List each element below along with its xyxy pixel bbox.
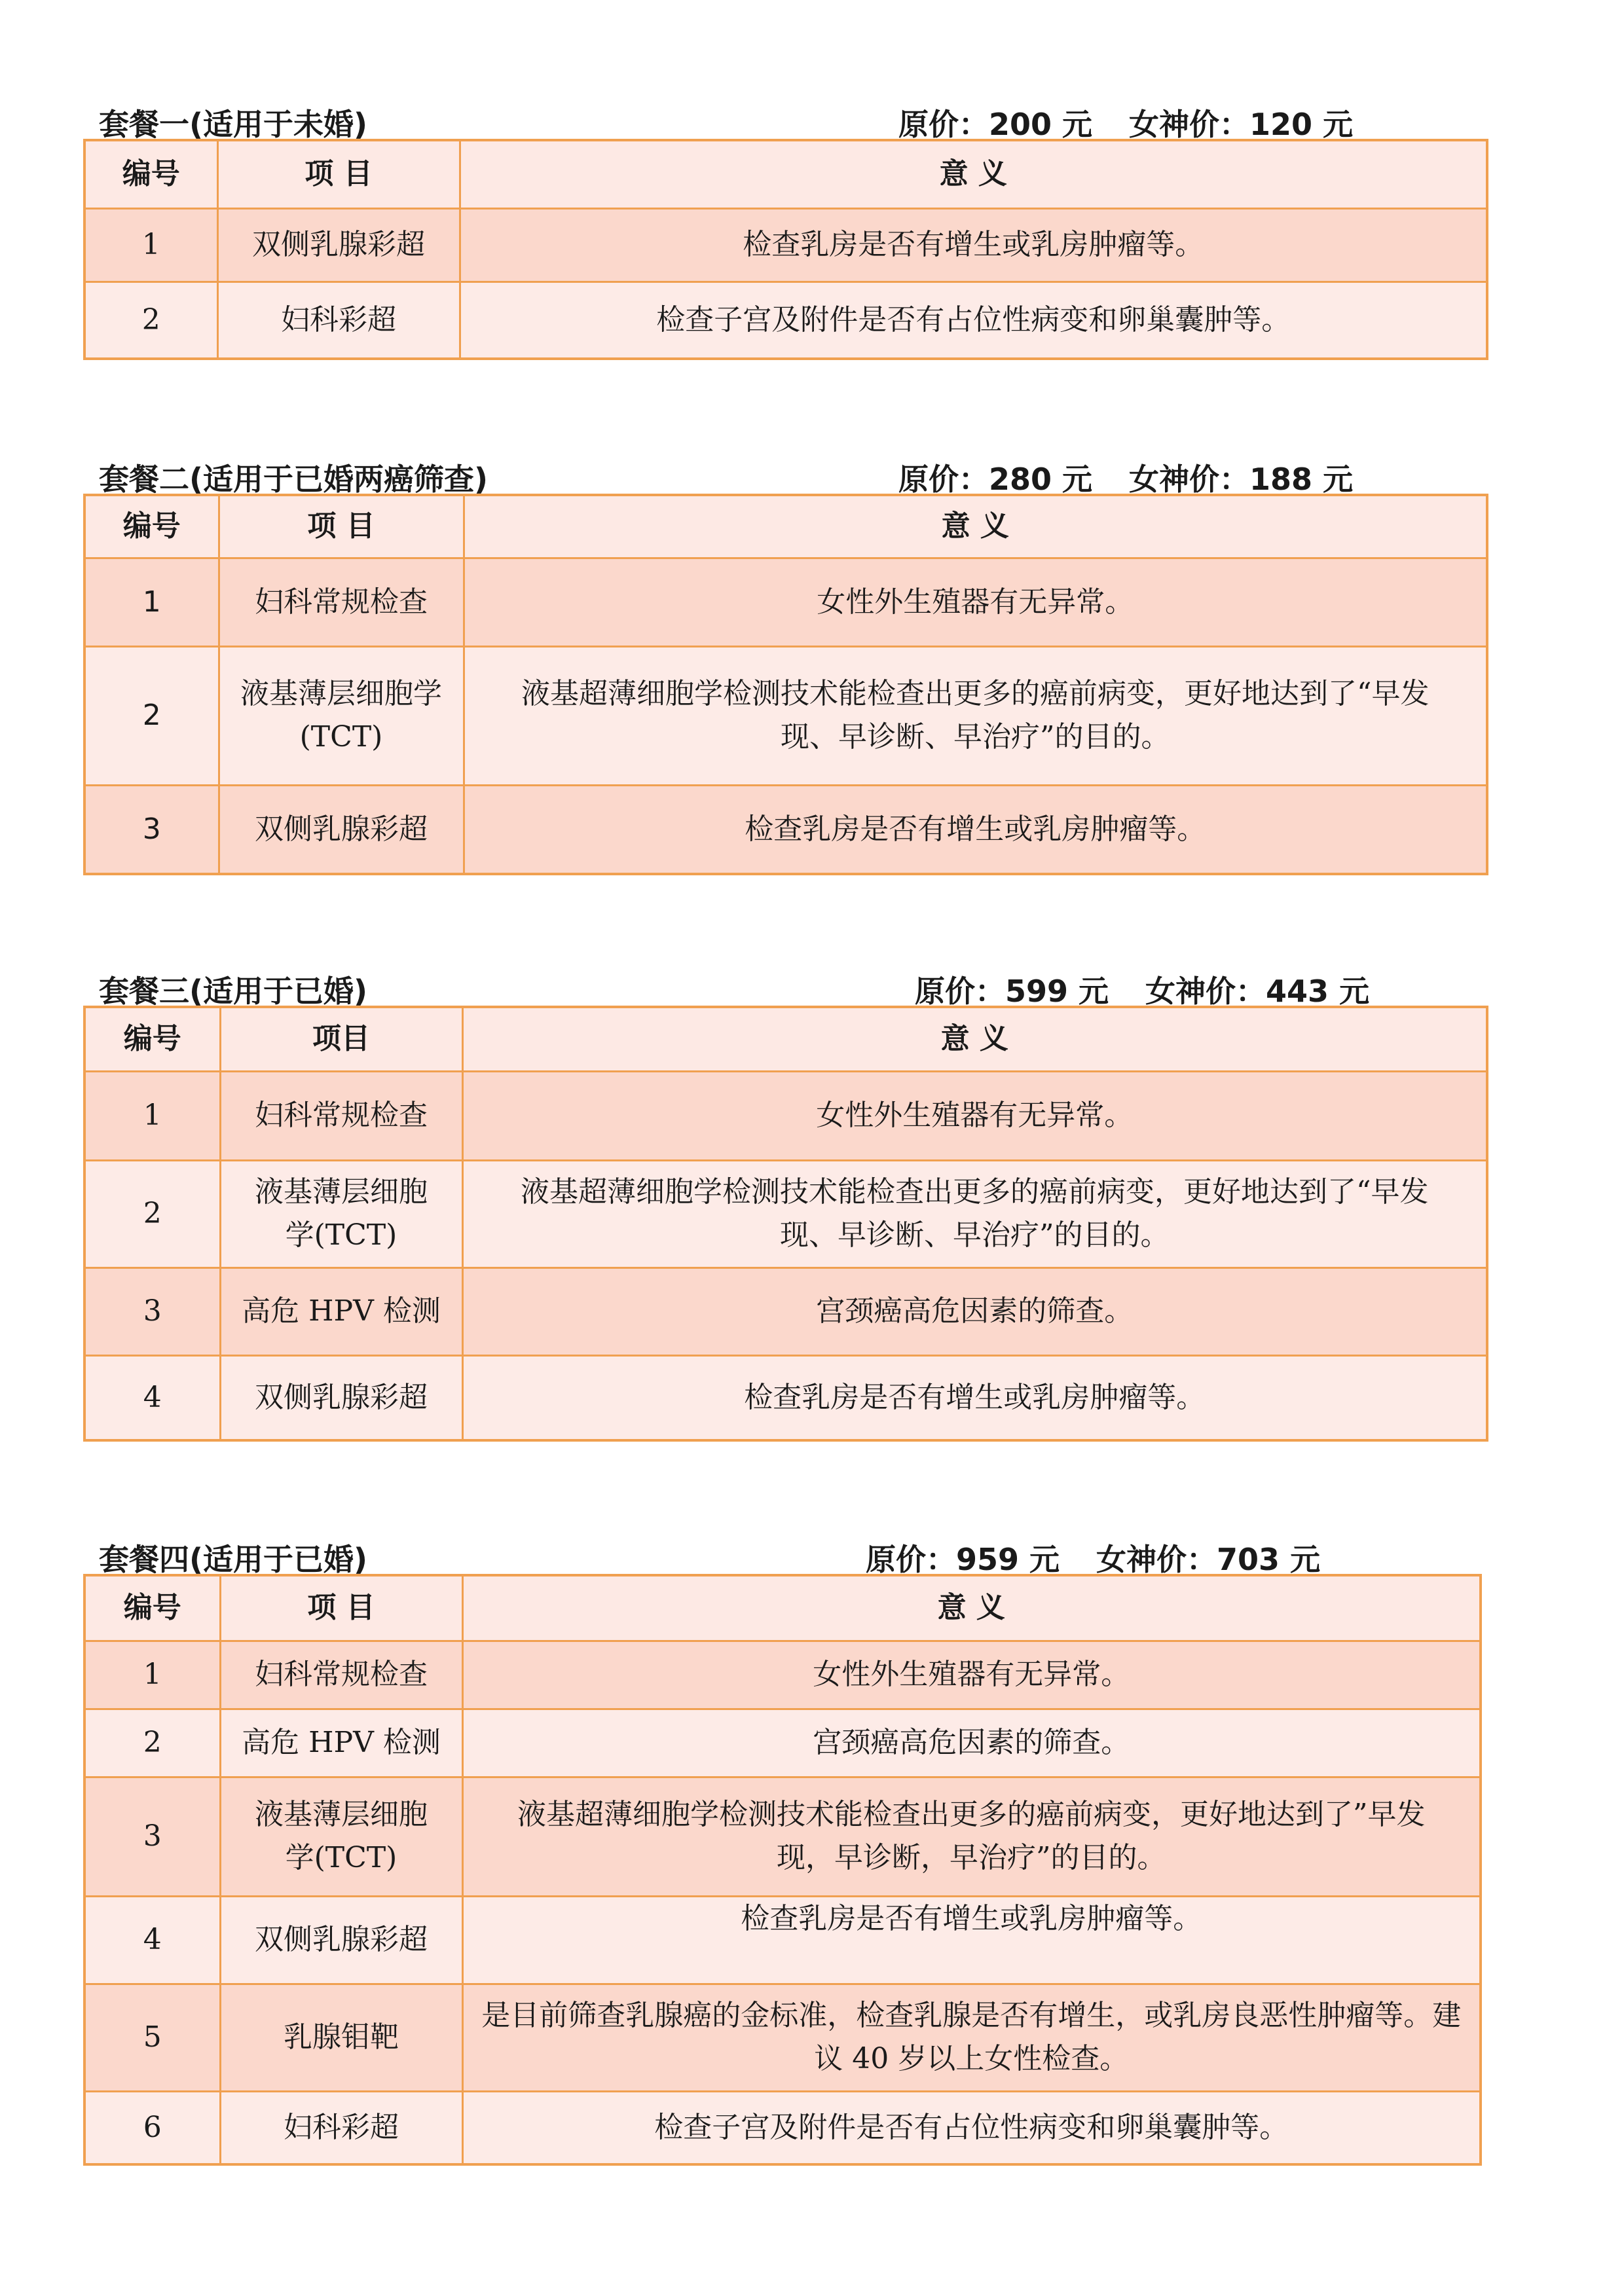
table-header-row [84, 1575, 1481, 1641]
table-row [84, 1709, 1481, 1777]
table-row [84, 785, 1487, 874]
row-no: 2 [84, 1160, 220, 1267]
header-desc: 意 义 [462, 1575, 1481, 1641]
header-no: 编号 [84, 495, 219, 558]
row-item: 液基薄层细胞学(TCT) [219, 646, 464, 785]
row-no: 5 [84, 1984, 220, 2091]
package-price [898, 456, 1353, 499]
header-item: 项目 [220, 1007, 462, 1071]
row-no: 3 [84, 1267, 220, 1355]
package-title: 套餐四(适用于已婚) [99, 1542, 368, 1577]
package-title: 套餐三(适用于已婚) [99, 974, 368, 1009]
package-header [83, 962, 1488, 1009]
table-header-row [84, 495, 1487, 558]
header-no: 编号 [84, 1575, 220, 1641]
header-item: 项 目 [219, 495, 464, 558]
row-item: 妇科常规检查 [219, 558, 464, 646]
row-item: 妇科彩超 [217, 282, 460, 359]
row-item: 双侧乳腺彩超 [217, 208, 460, 282]
row-item: 双侧乳腺彩超 [220, 1355, 462, 1440]
row-no: 4 [84, 1355, 220, 1440]
row-desc: 是目前筛查乳腺癌的金标准，检查乳腺是否有增生，或乳房良恶性肿瘤等。建议 40 岁以上女性检查。 [462, 1984, 1481, 2091]
row-no: 1 [84, 558, 219, 646]
package-title: 套餐二(适用于已婚两癌筛查) [99, 462, 489, 497]
package-header [83, 96, 1488, 142]
row-desc: 检查乳房是否有增生或乳房肿瘤等。 [460, 208, 1487, 282]
row-desc: 女性外生殖器有无异常。 [464, 558, 1487, 646]
table-row [84, 558, 1487, 646]
row-no: 2 [84, 646, 219, 785]
package-price [898, 101, 1353, 144]
original-price: 原价：959 元 [866, 1542, 1060, 1577]
header-item: 项 目 [220, 1575, 462, 1641]
header-no: 编号 [84, 140, 217, 208]
row-no: 2 [84, 1709, 220, 1777]
original-price: 原价：599 元 [915, 974, 1109, 1009]
row-item: 高危 HPV 检测 [220, 1267, 462, 1355]
row-item: 液基薄层细胞学(TCT) [220, 1777, 462, 1896]
table-row [84, 1641, 1481, 1709]
row-item: 双侧乳腺彩超 [220, 1896, 462, 1984]
row-item: 双侧乳腺彩超 [219, 785, 464, 874]
row-no: 1 [84, 1071, 220, 1160]
row-no: 6 [84, 2091, 220, 2164]
row-desc: 女性外生殖器有无异常。 [462, 1641, 1481, 1709]
table-row [84, 1896, 1481, 1984]
row-no: 3 [84, 785, 219, 874]
row-item: 高危 HPV 检测 [220, 1709, 462, 1777]
package-2 [83, 450, 1488, 875]
table-row [84, 1267, 1487, 1355]
package-3 [83, 962, 1488, 1442]
package-1 [83, 96, 1488, 360]
row-no: 4 [84, 1896, 220, 1984]
row-no: 1 [84, 208, 217, 282]
table-row [84, 2091, 1481, 2164]
row-item: 妇科常规检查 [220, 1641, 462, 1709]
package-table [83, 494, 1488, 875]
row-item: 乳腺钼靶 [220, 1984, 462, 2091]
package-table [83, 1574, 1482, 2166]
row-no: 2 [84, 282, 217, 359]
table-header-row [84, 1007, 1487, 1071]
table-row [84, 1355, 1487, 1440]
row-desc: 女性外生殖器有无异常。 [462, 1071, 1487, 1160]
row-no: 1 [84, 1641, 220, 1709]
table-row [84, 208, 1487, 282]
sale-price: 女神价：443 元 [1145, 974, 1370, 1009]
package-table [83, 139, 1488, 360]
package-table [83, 1006, 1488, 1442]
row-desc: 检查乳房是否有增生或乳房肿瘤等。 [464, 785, 1487, 874]
header-desc: 意 义 [460, 140, 1487, 208]
sale-price: 女神价：703 元 [1096, 1542, 1321, 1577]
package-4 [83, 1531, 1482, 2166]
original-price: 原价：280 元 [898, 462, 1093, 497]
table-row [84, 646, 1487, 785]
package-header [83, 1531, 1482, 1577]
original-price: 原价：200 元 [898, 107, 1093, 142]
table-row [84, 1777, 1481, 1896]
row-item: 妇科常规检查 [220, 1071, 462, 1160]
table-row [84, 1984, 1481, 2091]
sale-price: 女神价：188 元 [1129, 462, 1354, 497]
row-desc: 检查乳房是否有增生或乳房肿瘤等。 [462, 1355, 1487, 1440]
row-item: 妇科彩超 [220, 2091, 462, 2164]
table-row [84, 1160, 1487, 1267]
row-desc: 宫颈癌高危因素的筛查。 [462, 1709, 1481, 1777]
package-price [915, 968, 1369, 1011]
row-desc: 液基超薄细胞学检测技术能检查出更多的癌前病变，更好地达到了“早发现、早诊断、早治疗”的目的。 [464, 646, 1487, 785]
table-row [84, 282, 1487, 359]
package-header [83, 450, 1488, 497]
header-desc: 意 义 [464, 495, 1487, 558]
row-no: 3 [84, 1777, 220, 1896]
row-desc: 检查子宫及附件是否有占位性病变和卵巢囊肿等。 [462, 2091, 1481, 2164]
header-no: 编号 [84, 1007, 220, 1071]
package-title: 套餐一(适用于未婚) [99, 107, 368, 142]
row-desc: 液基超薄细胞学检测技术能检查出更多的癌前病变，更好地达到了”早发现，早诊断，早治疗”的目的。 [462, 1777, 1481, 1896]
row-desc: 检查乳房是否有增生或乳房肿瘤等。 [462, 1896, 1481, 1984]
row-desc: 液基超薄细胞学检测技术能检查出更多的癌前病变，更好地达到了“早发现、早诊断、早治疗”的目的。 [462, 1160, 1487, 1267]
header-desc: 意 义 [462, 1007, 1487, 1071]
row-desc: 宫颈癌高危因素的筛查。 [462, 1267, 1487, 1355]
sale-price: 女神价：120 元 [1129, 107, 1354, 142]
table-header-row [84, 140, 1487, 208]
table-row [84, 1071, 1487, 1160]
row-desc: 检查子宫及附件是否有占位性病变和卵巢囊肿等。 [460, 282, 1487, 359]
header-item: 项 目 [217, 140, 460, 208]
package-price [866, 1536, 1320, 1579]
row-item: 液基薄层细胞学(TCT) [220, 1160, 462, 1267]
